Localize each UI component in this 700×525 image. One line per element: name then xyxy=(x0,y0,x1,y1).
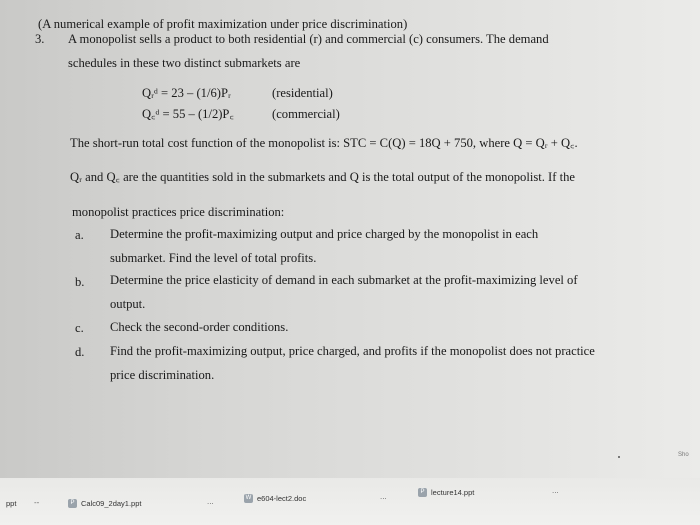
part-b-line-1: Determine the price elasticity of demand in each submarket at the profit-maximizing level of xyxy=(110,273,578,287)
demand-residential-equation: Qᵣᵈ = 23 – (1/6)Pᵣ xyxy=(142,86,231,100)
demand-residential-label: (residential) xyxy=(272,86,333,100)
download-item-calc09[interactable] xyxy=(68,499,141,508)
powerpoint-file-icon: P xyxy=(68,499,77,508)
part-b-line-2: output. xyxy=(110,297,146,311)
download-item-e604-label: e604-lect2.doc xyxy=(257,494,307,503)
download-menu-dots-1[interactable]: ... xyxy=(207,497,214,506)
download-item-ppt-label: ppt xyxy=(6,499,17,508)
part-d-label: d. xyxy=(75,345,85,359)
powerpoint-file-icon-2: P xyxy=(418,488,427,497)
problem-header: (A numerical example of profit maximization under price discrimination) xyxy=(38,17,408,31)
quantities-line: Qᵣ and Q꜀ are the quantities sold in the submarkets and Q is the total output of the monopolist. If the xyxy=(70,170,575,184)
download-item-e604[interactable] xyxy=(244,494,306,503)
download-item-lecture14-label: lecture14.ppt xyxy=(431,488,475,497)
part-d-line-2: price discrimination. xyxy=(110,368,215,382)
download-menu-dots-0[interactable]: -- xyxy=(34,498,40,507)
part-a-line-2: submarket. Find the level of total profits. xyxy=(110,251,317,265)
part-a-label: a. xyxy=(75,228,84,242)
word-file-icon: W xyxy=(245,495,252,501)
demand-commercial-label: (commercial) xyxy=(272,107,340,121)
intro-line-1: A monopolist sells a product to both residential (r) and commercial (c) consumers. The demand xyxy=(68,32,549,46)
download-menu-dots-3[interactable]: ... xyxy=(552,486,559,495)
download-item-ppt[interactable] xyxy=(6,499,16,508)
download-item-lecture14[interactable] xyxy=(418,488,474,497)
discrimination-line: monopolist practices price discrimination: xyxy=(72,205,285,219)
problem-number: 3. xyxy=(35,32,45,46)
part-c-line-1: Check the second-order conditions. xyxy=(110,320,289,334)
part-b-label: b. xyxy=(75,275,85,289)
download-menu-dots-2[interactable]: ... xyxy=(380,492,387,501)
part-c-label: c. xyxy=(75,321,84,335)
download-bar xyxy=(0,478,700,525)
part-d-line-1: Find the profit-maximizing output, price charged, and profits if the monopolist does not practice xyxy=(110,344,595,358)
show-all-corner[interactable]: Sho xyxy=(678,452,689,458)
part-a-line-1: Determine the profit-maximizing output and price charged by the monopolist in each xyxy=(110,227,539,241)
intro-line-2: schedules in these two distinct submarkets are xyxy=(68,56,301,70)
demand-commercial-equation: Q꜀ᵈ = 55 – (1/2)P꜀ xyxy=(142,107,234,121)
cost-function-line: The short-run total cost function of the monopolist is: STC = C(Q) = 18Q + 750, where Q = Qᵣ + Q꜀. xyxy=(70,136,578,150)
cursor-dot xyxy=(618,456,620,458)
download-item-calc09-label: Calc09_2day1.ppt xyxy=(81,499,142,508)
